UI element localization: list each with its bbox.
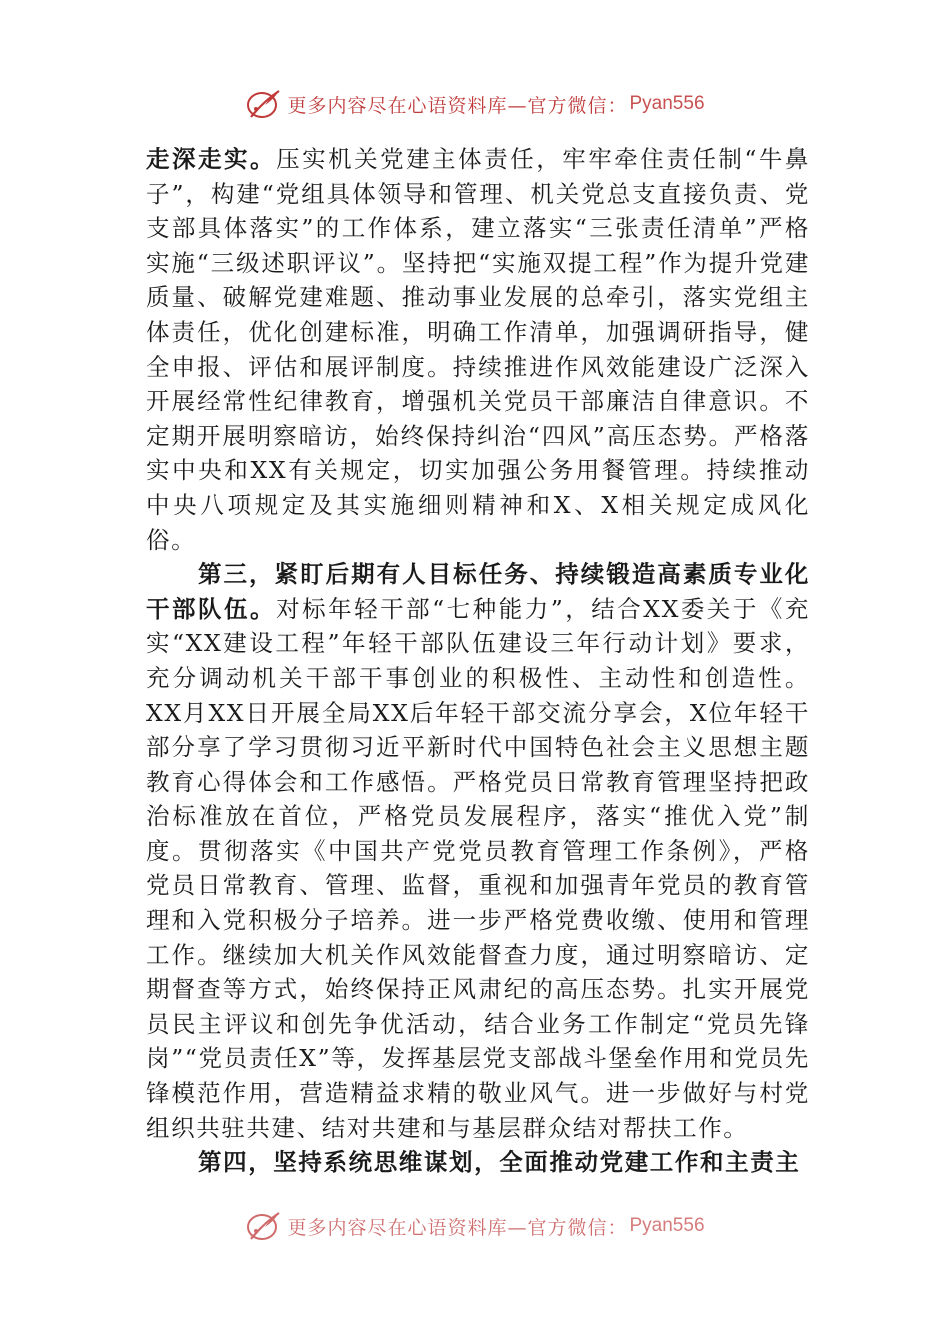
paragraph-2 [146,557,810,1145]
paragraph-3-heading: 第四，坚持系统思维谋划，全面推动党建工作和主责主 [198,1148,801,1177]
watermark-text: 更多内容尽在心语资料库—官方微信： [287,94,628,117]
watermark-wechat-id: Pyan556 [629,93,705,114]
paragraph-1 [146,142,810,557]
watermark-footer [0,1206,950,1246]
paragraph-1-text: 压实机关党建主体责任，牢牢牵住责任制“牛鼻子”，构建“党组具体领导和管理、机关党总支直接负责、党支部具体落实”的工作体系，建立落实“三张责任清单”严格实施“三级述职评议”。坚持把“实施双提工程”作为提升党建质量、破解党建难题、推动事业发展的总牵引，落实党组主体责任，优化创建标准，明确工作清单，加强调研指导，健全申报、评估和展评制度。持续推进作风效能建设广泛深入开展经常性纪律教育，增强机关党员干部廉洁自律意识。不定期开展明察暗访，始终保持纠治“四风”高压态势。严格落实中央和XX有关规定，切实加强公务用餐管理。持续推动中央八项规定及其实施细则精神和X、X相关规定成风化俗。 [146,145,810,554]
quill-logo-icon [245,1209,283,1243]
quill-logo-icon [245,87,283,121]
paragraph-2-heading: 第三，紧盯后期有人目标任务、持续锻造高素质专业化干部队伍。 [146,560,810,623]
watermark-text: 更多内容尽在心语资料库—官方微信： [287,1216,628,1239]
paragraph-2-text: 对标年轻干部“七种能力”，结合XX委关于《充实“XX建设工程”年轻干部队伍建设三年行动计划》要求，充分调动机关干部干事创业的积极性、主动性和创造性。XX月XX日开展全局XX后年轻干部交流分享会，X位年轻干部分享了学习贯彻习近平新时代中国特色社会主义思想主题教育心得体会和工作感悟。严格党员日常教育管理坚持把政治标准放在首位，严格党员发展程序，落实“推优入党”制度。贯彻落实《中国共产党党员教育管理工作条例》，严格党员日常教育、管理、监督，重视和加强青年党员的教育管理和入党积极分子培养。进一步严格党费收缴、使用和管理工作。继续加大机关作风效能督查力度，通过明察暗访、定期督查等方式，始终保持正风肃纪的高压态势。扎实开展党员民主评议和创先争优活动，结合业务工作制定“党员先锋岗”“党员责任X”等，发挥基层党支部战斗堡垒作用和党员先锋模范作用，营造精益求精的敬业风气。进一步做好与村党组织共驻共建、结对共建和与基层群众结对帮扶工作。 [146,594,810,1142]
paragraph-1-lead: 走深走实。 [146,145,277,173]
watermark-wechat-id: Pyan556 [629,1215,705,1236]
paragraph-3 [146,1145,810,1180]
watermark-header [0,84,950,124]
document-body [146,142,810,1180]
